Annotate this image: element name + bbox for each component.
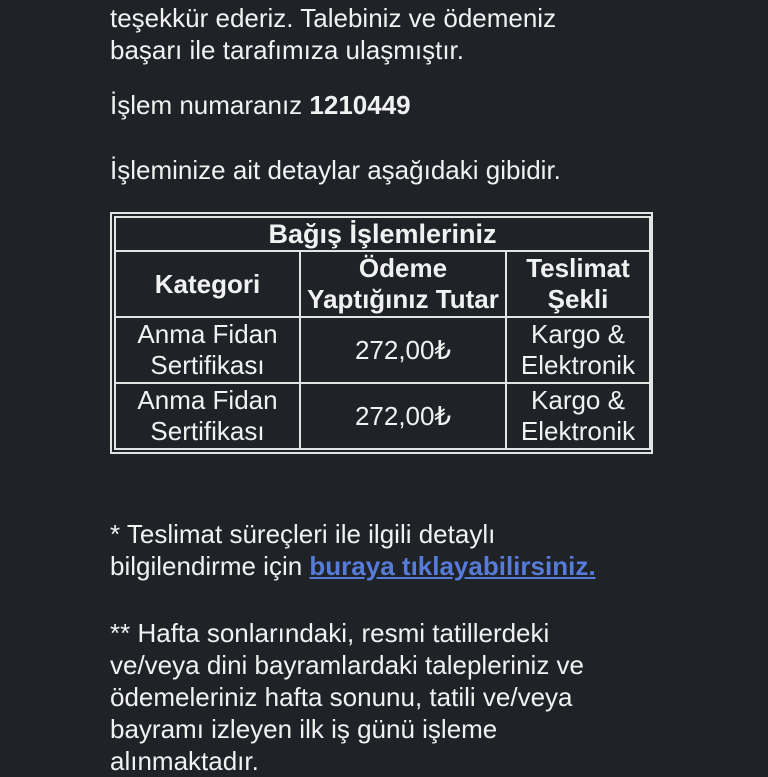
intro-paragraph [110,2,760,66]
table-title-row [115,217,650,251]
header-odeme-tutar: Ödeme Yaptığınız Tutar [300,251,506,317]
cell-category: Anma Fidan Sertifikası [115,317,300,383]
table-row [115,317,650,383]
footnote-text: bilgilendirme için [110,551,310,581]
footnote-processing [110,617,760,777]
table-row [115,383,650,449]
transaction-label: İşlem numaranız [110,90,303,120]
intro-line: başarı ile tarafımıza ulaşmıştır. [110,35,465,65]
cell-delivery: Kargo & Elektronik [506,383,650,449]
cell-delivery: Kargo & Elektronik [506,317,650,383]
footnote-delivery [110,518,760,582]
intro-line: teşekkür ederiz. Talebiniz ve ödemeniz [110,3,557,33]
table-header-row [115,251,650,317]
delivery-details-link[interactable]: buraya tıklayabilirsiniz. [309,551,596,581]
footnote-line [110,550,760,582]
transaction-number: 1210449 [309,90,411,120]
footnote-line: ve/veya dini bayramlardaki talepleriniz ve [110,650,585,680]
header-kategori: Kategori [115,251,300,317]
footnote-line: alınmaktadır. [110,746,259,776]
cell-amount: 272,00₺ [300,383,506,449]
cell-category: Anma Fidan Sertifikası [115,383,300,449]
donations-table-frame [110,212,653,454]
donations-table [114,216,651,450]
footnote-line: ödemeleriniz hafta sonunu, tatili ve/veya [110,682,573,712]
footnote-line: * Teslimat süreçleri ile ilgili detaylı [110,519,496,549]
transaction-line [110,89,760,121]
footnote-line: bayramı izleyen ilk iş günü işleme [110,714,498,744]
header-teslimat-sekli: Teslimat Şekli [506,251,650,317]
footnote-line: ** Hafta sonlarındaki, resmi tatillerdeki [110,618,550,648]
table-title: Bağış İşlemleriniz [115,217,650,251]
details-line: İşleminize ait detaylar aşağıdaki gibidir. [110,155,561,185]
cell-amount: 272,00₺ [300,317,506,383]
